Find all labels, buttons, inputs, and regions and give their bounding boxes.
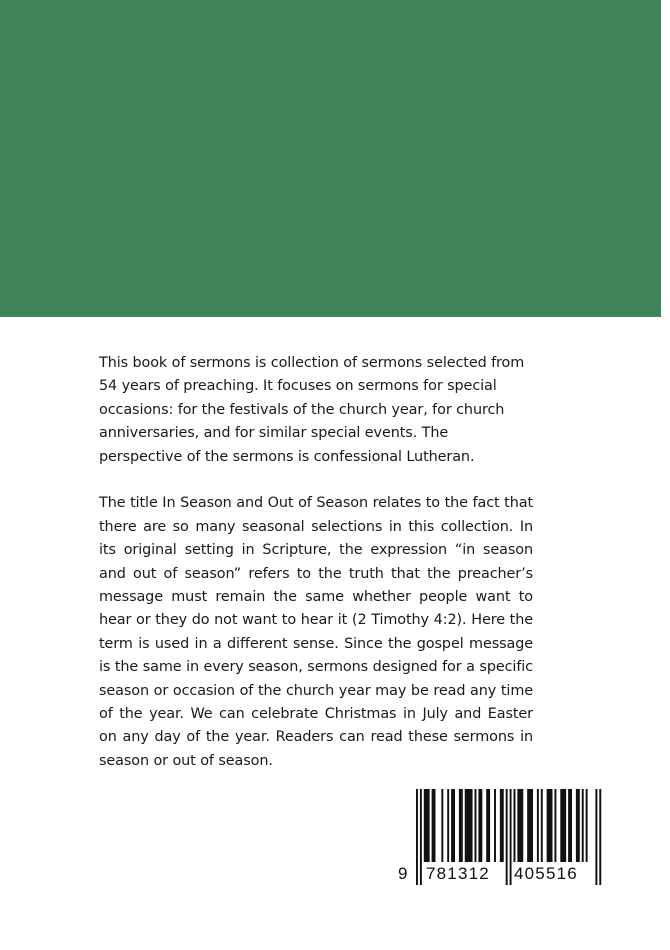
barcode-bar — [514, 789, 516, 862]
barcode-lead-digit: 9 — [398, 864, 408, 883]
barcode-bar — [432, 789, 436, 862]
barcode-bar — [441, 789, 443, 862]
isbn-barcode — [395, 783, 603, 888]
barcode-bar — [465, 789, 473, 862]
blurb-paragraph-1: This book of sermons is collection of sermons selected from 54 years of preaching. It focuses on sermons for special occasions: for the festivals of the church year, for church anniversaries, and for similar special events. The perspective of the sermons is confessional Lutheran. — [99, 355, 525, 465]
barcode-bar — [541, 789, 543, 862]
barcode-bar — [447, 789, 449, 862]
barcode-bar — [560, 789, 566, 862]
barcode-bar — [517, 789, 523, 862]
barcode-bar — [554, 789, 556, 862]
barcode-bar — [475, 789, 477, 862]
barcode-bar — [537, 789, 539, 862]
barcode-guard-bar — [595, 789, 597, 885]
barcode-bar — [478, 789, 482, 862]
barcode-bar — [582, 789, 584, 862]
barcode-bar — [451, 789, 455, 862]
barcode-bar — [424, 789, 430, 862]
barcode-bar — [547, 789, 553, 862]
barcode-bar — [586, 789, 588, 862]
back-cover-blurb — [99, 352, 533, 773]
barcode-bar — [486, 789, 490, 862]
barcode-bar — [576, 789, 580, 862]
barcode-bar — [494, 789, 496, 862]
barcode-guard-bar — [420, 789, 422, 885]
blurb-paragraph-2: The title In Season and Out of Season relates to the fact that there are so many seasonal selections in this collection. In its original setting in Scripture, the expression “in season and out of season” refers to the truth that the preacher’s message must remain the same whether people want to hear or they do not want to hear it (2 Timothy 4:2). Here the term is used in a different sense. Since the gospel message is the same in every season, sermons designed for a specific season or occasion of the church year may be read any time of the year. We can celebrate Christmas in July and Easter on any day of the year. Readers can read these sermons in season or out of season. — [99, 495, 533, 769]
barcode-guard-bar — [599, 789, 601, 885]
barcode-guard-bar — [510, 789, 512, 885]
barcode-bar — [459, 789, 463, 862]
page-edge — [661, 0, 670, 950]
barcode-bar — [568, 789, 572, 862]
barcode-guard-bar — [416, 789, 418, 885]
cover-color-band — [0, 0, 661, 317]
barcode-right-digits: 405516 — [514, 864, 578, 883]
barcode-bar — [527, 789, 533, 862]
barcode-bar — [500, 789, 504, 862]
barcode-guard-bar — [506, 789, 508, 885]
barcode-left-digits: 781312 — [426, 864, 490, 883]
